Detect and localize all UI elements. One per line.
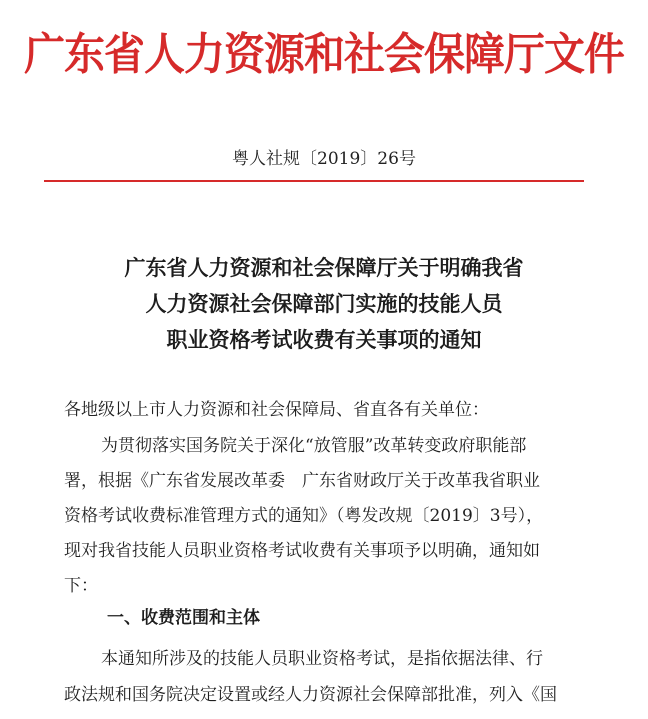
notice-title-line-2: 人力资源社会保障部门实施的技能人员 [145,292,503,316]
section-heading-1: 一、收费范围和主体 [107,608,260,628]
notice-title-line-3: 职业资格考试收费有关事项的通知 [166,328,482,352]
red-divider-line [44,180,584,182]
paragraph1-line-2: 署，根据《广东省发展改革委 广东省财政厅关于改革我省职业 [64,471,540,491]
paragraph1-line-3: 资格考试收费标准管理方式的通知》（粤发改规〔2019〕3号）， [64,506,544,526]
paragraph2-line-1: 本通知所涉及的技能人员职业资格考试，是指依据法律、行 [101,649,543,669]
document-number: 粤人社规〔2019〕26号 [232,149,416,169]
notice-title-line-1: 广东省人力资源和社会保障厅关于明确我省 [124,256,524,280]
paragraph1-line-4: 现对我省技能人员职业资格考试收费有关事项予以明确，通知如 [64,541,540,561]
paragraph1-line-5: 下： [64,576,98,596]
salutation: 各地级以上市人力资源和社会保障局、省直各有关单位： [64,400,489,420]
document-header-title: 广东省人力资源和社会保障厅文件 [24,29,624,80]
paragraph1-line-1: 为贯彻落实国务院关于深化“放管服”改革转变政府职能部 [101,436,527,456]
paragraph2-line-2: 政法规和国务院决定设置或经人力资源社会保障部批准，列入《国 [64,685,557,705]
